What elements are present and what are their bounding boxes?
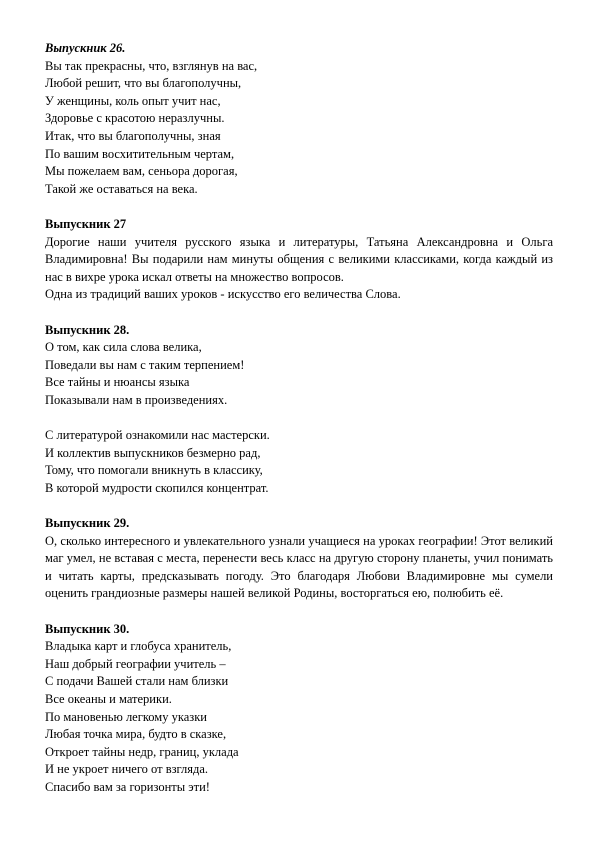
poem-line: Наш добрый географии учитель – <box>45 656 226 671</box>
poem-line: Откроет тайны недр, границ, уклада <box>45 744 239 759</box>
poem-line: И коллектив выпускников безмерно рад, <box>45 445 261 460</box>
prose-paragraph: Одна из традиций ваших уроков - искусство его величества Слова. <box>45 287 401 302</box>
section-graduate-30 <box>45 621 553 797</box>
stanza-gap <box>45 409 553 427</box>
poem-line: И не укроет ничего от взгляда. <box>45 762 209 777</box>
poem-line: У женщины, коль опыт учит нас, <box>45 93 221 108</box>
poem-line: Показывали нам в произведениях. <box>45 392 228 407</box>
poem-line: По мановенью легкому указки <box>45 709 207 724</box>
section-heading: Выпускник 26. <box>45 41 126 55</box>
poem-line: Тому, что помогали вникнуть в классику, <box>45 463 263 478</box>
poem-line: В которой мудрости скопился концентрат. <box>45 480 269 495</box>
poem-line: Все тайны и нюансы языка <box>45 375 190 390</box>
prose-paragraph: О, сколько интересного и увлекательного узнали учащиеся на уроках географии! Этот великий маг умел, не вставая с места, перенести весь класс на другую сторону планеты, учил понимать и читать карты, предсказывать погоду. Это благодаря Любови Владимировне мы сумели оценить грандиозные размеры нашей великой Родины, восторгаться ею, полюбить её. <box>45 533 553 601</box>
section-heading: Выпускник 30. <box>45 621 130 636</box>
section-graduate-29 <box>45 515 553 603</box>
prose-paragraph: Дорогие наши учителя русского языка и литературы, Татьяна Александровна и Ольга Владимировна! Вы подарили нам минуты общения с великими классиками, когда каждый из нас в вихре урока искал ответы на множество вопросов. <box>45 234 553 284</box>
poem-line: Спасибо вам за горизонты эти! <box>45 779 210 794</box>
poem-line: По вашим восхитительным чертам, <box>45 146 235 161</box>
poem-line: Поведали вы нам с таким терпением! <box>45 357 245 372</box>
poem-line: Здоровье с красотою неразлучны. <box>45 111 225 126</box>
poem-line: Владыка карт и глобуса хранитель, <box>45 639 232 654</box>
section-graduate-26 <box>45 40 553 198</box>
poem-line: Такой же оставаться на века. <box>45 181 198 196</box>
section-graduate-27 <box>45 216 553 304</box>
poem-line: Любая точка мира, будто в сказке, <box>45 727 227 742</box>
section-graduate-28 <box>45 322 553 498</box>
poem-line: Любой решит, что вы благополучны, <box>45 76 242 91</box>
document-page <box>45 40 553 797</box>
section-heading: Выпускник 29. <box>45 516 130 531</box>
section-heading: Выпускник 28. <box>45 322 130 337</box>
poem-line: Итак, что вы благополучны, зная <box>45 128 221 143</box>
poem-line: Мы пожелаем вам, сеньора дорогая, <box>45 164 238 179</box>
poem-line: С подачи Вашей стали нам близки <box>45 674 229 689</box>
section-heading: Выпускник 27 <box>45 216 127 231</box>
poem-line: С литературой ознакомили нас мастерски. <box>45 428 270 443</box>
poem-line: О том, как сила слова велика, <box>45 340 202 355</box>
poem-line: Все океаны и материки. <box>45 691 172 706</box>
poem-line: Вы так прекрасны, что, взглянув на вас, <box>45 58 258 73</box>
